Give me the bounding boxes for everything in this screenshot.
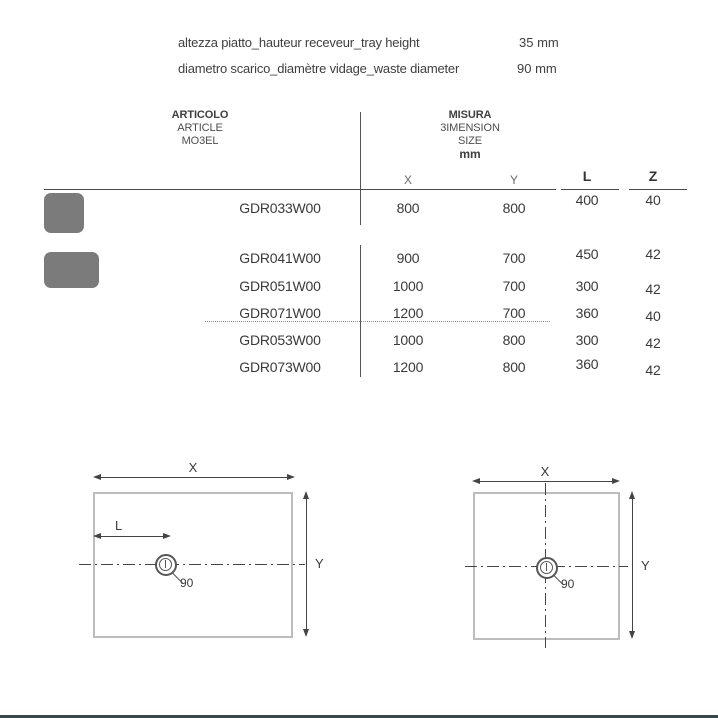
article-header-en: ARTICLE bbox=[177, 122, 223, 134]
table-row bbox=[0, 274, 718, 298]
y-value: 800 bbox=[502, 200, 526, 216]
article-header-model: MO3EL bbox=[181, 135, 219, 147]
square-x-dim-label: X bbox=[540, 464, 550, 479]
rect-y-arrow-bottom-icon bbox=[303, 629, 309, 637]
size-header-size: SIZE bbox=[457, 135, 483, 147]
x-value: 1200 bbox=[392, 359, 424, 375]
size-column-header bbox=[390, 109, 550, 161]
rect-drain-diameter-label: 90 bbox=[180, 576, 194, 590]
z-value: 40 bbox=[645, 192, 661, 208]
size-header-en: 3IMENSION bbox=[440, 122, 500, 134]
square-x-arrow-right-icon bbox=[612, 478, 620, 484]
waste-diameter-label: diametro scarico_diamètre vidage_waste diameter bbox=[178, 61, 460, 76]
rect-x-dim-line bbox=[97, 477, 291, 478]
z-value: 42 bbox=[645, 362, 661, 378]
y-value: 700 bbox=[502, 278, 526, 294]
table-row bbox=[0, 355, 718, 379]
square-drain-center-tick bbox=[546, 563, 547, 571]
rect-centerline-horizontal bbox=[79, 564, 305, 565]
article-code: GDR033W00 bbox=[239, 200, 321, 216]
rect-y-arrow-top-icon bbox=[303, 491, 309, 499]
article-code: GDR053W00 bbox=[239, 332, 321, 348]
table-header-rule bbox=[44, 189, 556, 190]
l-value: 450 bbox=[575, 246, 599, 262]
x-value: 900 bbox=[396, 250, 420, 266]
table-row bbox=[0, 328, 718, 352]
rect-tray-outline bbox=[93, 492, 293, 638]
square-y-arrow-top-icon bbox=[629, 491, 635, 499]
l-value: 300 bbox=[575, 278, 599, 294]
column-header-y: Y bbox=[509, 173, 518, 187]
rect-y-dim-label: Y bbox=[315, 556, 324, 571]
size-header-unit: mm bbox=[459, 147, 481, 161]
rect-y-dim-line bbox=[306, 494, 307, 635]
y-value: 800 bbox=[502, 332, 526, 348]
rect-l-dim-label: L bbox=[115, 518, 123, 533]
x-value: 800 bbox=[396, 200, 420, 216]
column-header-x: X bbox=[403, 173, 412, 187]
l-value: 400 bbox=[575, 192, 599, 208]
square-x-dim-line bbox=[476, 481, 616, 482]
square-x-arrow-left-icon bbox=[472, 478, 480, 484]
article-code: GDR071W00 bbox=[239, 305, 321, 321]
square-y-arrow-bottom-icon bbox=[629, 631, 635, 639]
y-value: 700 bbox=[502, 250, 526, 266]
l-value: 300 bbox=[575, 332, 599, 348]
x-value: 1000 bbox=[392, 278, 424, 294]
square-y-dim-line bbox=[632, 494, 633, 637]
table-row bbox=[0, 192, 718, 220]
rect-x-arrow-right-icon bbox=[287, 474, 295, 480]
size-header-it: MISURA bbox=[448, 109, 492, 121]
l-value: 360 bbox=[575, 305, 599, 321]
x-value: 1200 bbox=[392, 305, 424, 321]
rect-drain-center-tick bbox=[165, 560, 166, 568]
y-value: 700 bbox=[502, 305, 526, 321]
rect-l-arrow-right-icon bbox=[163, 533, 171, 539]
tray-height-label: altezza piatto_hauteur receveur_tray height bbox=[178, 35, 420, 50]
x-value: 1000 bbox=[392, 332, 424, 348]
column-header-l: L bbox=[582, 168, 592, 184]
z-value: 40 bbox=[645, 308, 661, 324]
article-column-header bbox=[120, 109, 280, 148]
square-y-dim-label: Y bbox=[641, 558, 650, 573]
article-header-it: ARTICOLO bbox=[171, 109, 229, 121]
rect-l-dim-line bbox=[97, 536, 167, 537]
rect-x-arrow-left-icon bbox=[93, 474, 101, 480]
column-header-z: Z bbox=[648, 168, 658, 184]
z-value: 42 bbox=[645, 335, 661, 351]
article-code: GDR041W00 bbox=[239, 250, 321, 266]
table-row bbox=[0, 246, 718, 270]
article-code: GDR073W00 bbox=[239, 359, 321, 375]
square-drain-diameter-label: 90 bbox=[561, 577, 575, 591]
article-code: GDR051W00 bbox=[239, 278, 321, 294]
table-row bbox=[0, 301, 718, 325]
y-value: 800 bbox=[502, 359, 526, 375]
l-value: 360 bbox=[575, 356, 599, 372]
z-value: 42 bbox=[645, 246, 661, 262]
rect-x-dim-label: X bbox=[188, 460, 198, 475]
tray-height-value: 35 mm bbox=[519, 35, 559, 50]
z-value: 42 bbox=[645, 281, 661, 297]
rect-l-arrow-left-icon bbox=[93, 533, 101, 539]
waste-diameter-value: 90 mm bbox=[517, 61, 557, 76]
